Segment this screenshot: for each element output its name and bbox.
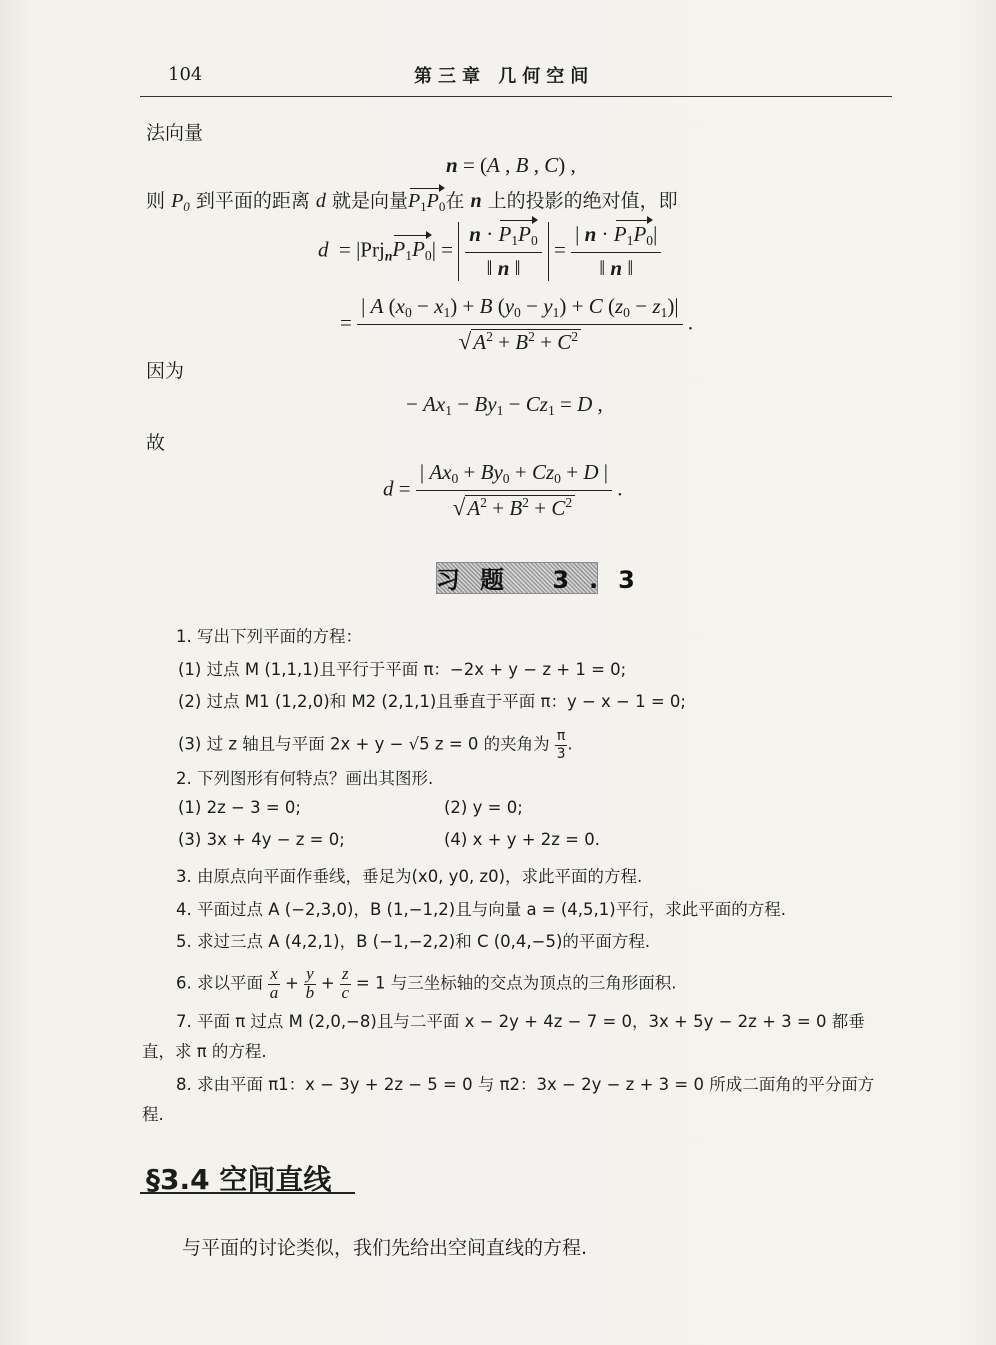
exercise-7-line1: 7. 平面 π 过点 M (2,0,−8)且与二平面 x − 2y + 4z − 7 = 0，3x + 5y − 2z + 3 = 0 都垂 — [176, 1012, 865, 1031]
exercise-5: 5. 求过三点 A (4,2,1)，B (−1,−2,2)和 C (0,4,−5)的平面方程. — [176, 932, 651, 951]
exercise-2: 2. 下列图形有何特点？画出其图形. — [176, 769, 434, 788]
exercise-2-2: (2) y = 0; — [444, 798, 523, 817]
exercise-8-line1: 8. 求由平面 π1：x − 3y + 2z − 5 = 0 与 π2：3x − 2y − z + 3 = 0 所成二面角的平分面方 — [176, 1075, 875, 1094]
normal-vector-equation: n = (A , B , C) , — [446, 153, 576, 177]
exercise-2-1: (1) 2z − 3 = 0; — [178, 798, 301, 817]
exercise-4: 4. 平面过点 A (−2,3,0)，B (1,−1,2)且与向量 a = (4,5,1)平行，求此平面的方程. — [176, 900, 786, 919]
because-label: 因为 — [146, 360, 185, 382]
header-rule — [140, 96, 892, 97]
exercise-1-2: (2) 过点 M1 (1,2,0)和 M2 (2,1,1)且垂直于平面 π：y − x − 1 = 0; — [178, 692, 686, 711]
exercise-2-3: (3) 3x + 4y − z = 0; — [178, 830, 345, 849]
chapter-title: 第三章 几何空间 — [414, 66, 595, 87]
because-equation: − $Ax_1 - By_1 - Cz_1 = D$ , — [406, 392, 603, 419]
exercise-3: 3. 由原点向平面作垂线，垂足为(x0, y0, z0)，求此平面的方程. — [176, 867, 643, 886]
distance-formula-line2: = $\frac{| A (x_0 - x_1) + B (y_0 - y_1) + C (z_0 - z_1)|}{√A^2 + B^2 + C^2}$ . — [340, 294, 694, 355]
therefore-label: 故 — [146, 432, 166, 454]
exercise-banner-title: 习题 3.3 — [436, 566, 655, 594]
section-title-underline — [140, 1192, 355, 1194]
exercise-1-1: (1) 过点 M (1,1,1)且平行于平面 π：−2x + y − z + 1 = 0; — [178, 660, 627, 679]
normal-vector-label: 法向量 — [146, 122, 204, 144]
final-distance-formula: d = $\frac{| Ax_0 + By_0 + Cz_0 + D |}{√A^2 + B^2 + C^2}$ . — [383, 460, 623, 521]
exercise-2-4: (4) x + y + 2z = 0. — [444, 830, 600, 849]
section-title: §3.4 空间直线 — [146, 1163, 332, 1196]
exercise-1-3: (3) 过 z 轴且与平面 2x + y − √5 z = 0 的夹角为 $\frac{\pi}{3}$ . — [178, 728, 573, 762]
page-number: 104 — [168, 64, 203, 85]
exercise-6: 6. 求以平面 $\frac{x}{a}$ + $\frac{y}{b}$ + $\frac{z}{c}$ = 1 与三坐标轴的交点为顶点的三角形面积. — [176, 964, 677, 1002]
distance-intro: 则 $P_0$ 到平面的距离 d 就是向量$P_1P_0$在 n 上的投影的绝对值，即 — [146, 190, 678, 214]
exercise-7-line2: 直，求 π 的方程. — [142, 1042, 267, 1061]
distance-formula-line1: $d = |Prj_nP_1P_0|$ = $\frac{n \cdot P_1P_0}{‖ n ‖}$ = $\frac{| n \cdot P_1P_0|}{‖ n ‖}$ — [318, 222, 661, 281]
exercise-1: 1. 写出下列平面的方程： — [176, 627, 362, 646]
section-intro: 与平面的讨论类似，我们先给出空间直线的方程. — [182, 1237, 588, 1259]
exercise-8-line2: 程. — [142, 1105, 164, 1124]
